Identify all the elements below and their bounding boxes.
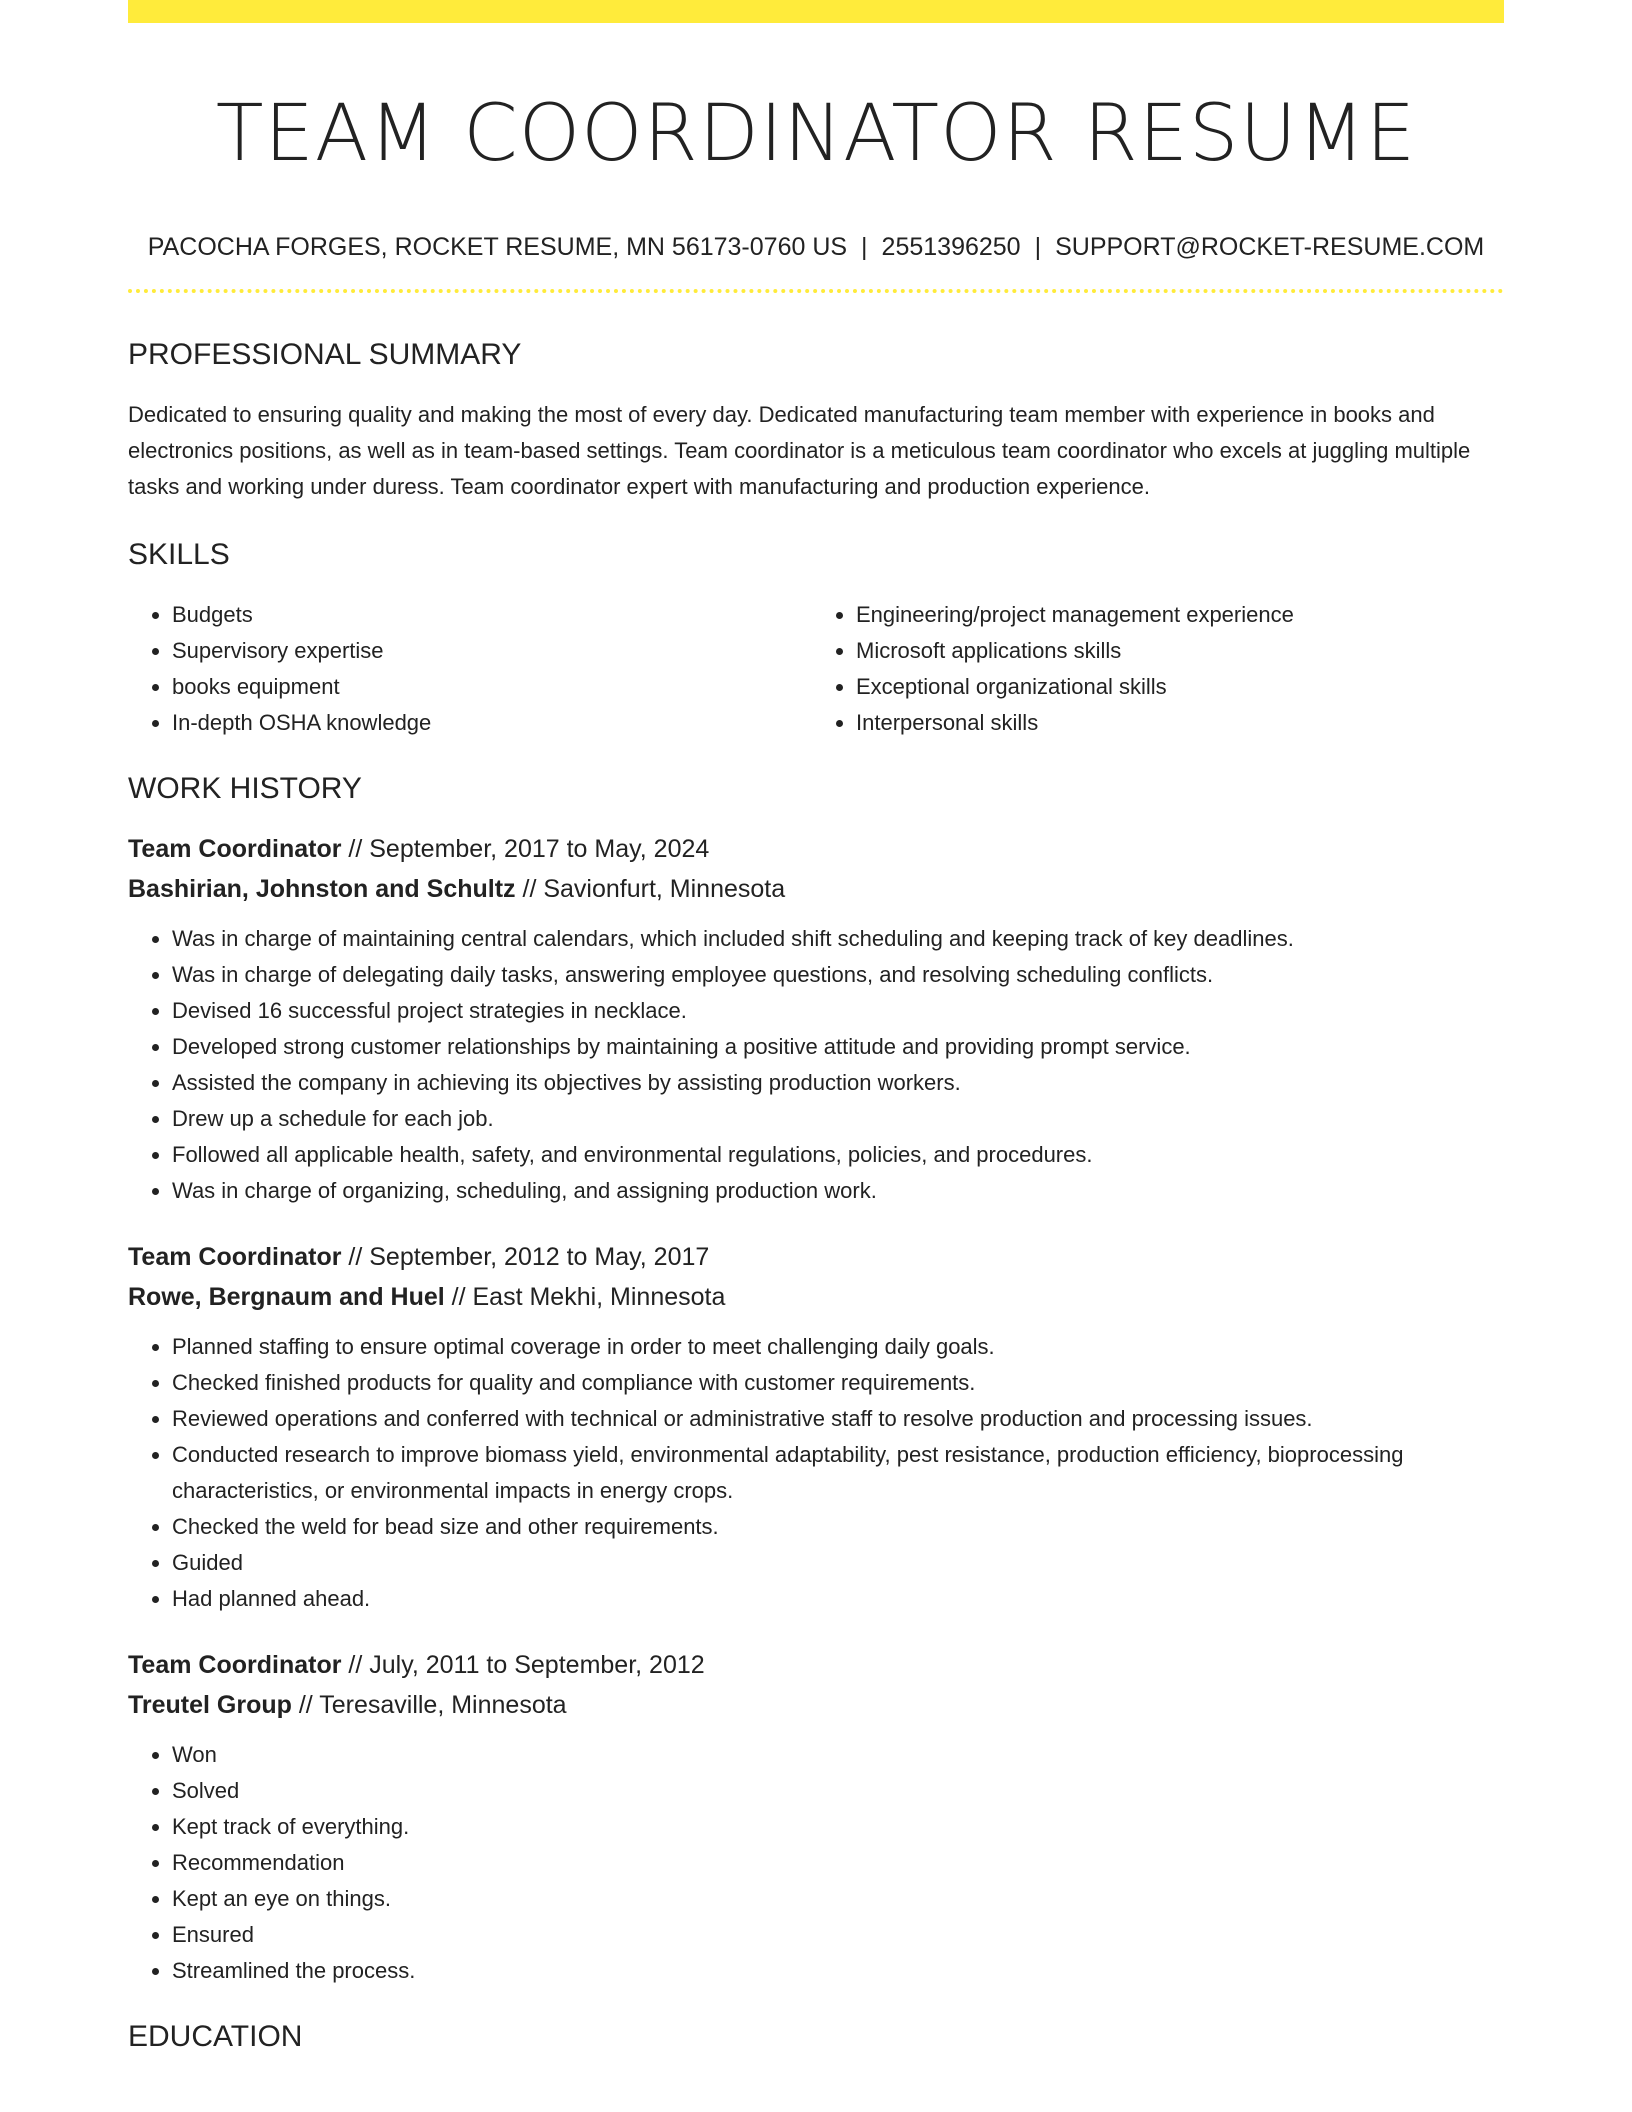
- job-title-line: [128, 829, 1504, 869]
- job-bullet: • Developed strong customer relationships by maintaining a positive attitude and providing prompt service.: [172, 1029, 1504, 1065]
- skill-item: • Exceptional organizational skills: [856, 669, 1490, 705]
- job-bullet: • Devised 16 successful project strategies in necklace.: [172, 993, 1504, 1029]
- work-history-heading: WORK HISTORY: [128, 772, 362, 805]
- job-bullet: • Kept track of everything.: [172, 1809, 1504, 1845]
- contact-separator: |: [861, 233, 868, 261]
- job-company-line: [128, 1277, 1504, 1317]
- job-dates: // September, 2012 to May, 2017: [341, 1243, 710, 1271]
- skill-item: • In-depth OSHA knowledge: [172, 705, 806, 741]
- job-title: Team Coordinator: [128, 835, 342, 863]
- job-title-line: [128, 1237, 1504, 1277]
- job-bullet: • Followed all applicable health, safety, and environmental regulations, policies, and procedures.: [172, 1137, 1504, 1173]
- job-dates: // July, 2011 to September, 2012: [341, 1651, 705, 1679]
- job-bullet: • Planned staffing to ensure optimal coverage in order to meet challenging daily goals.: [172, 1329, 1504, 1365]
- job-bullet: • Ensured: [172, 1917, 1504, 1953]
- summary-heading: PROFESSIONAL SUMMARY: [128, 338, 522, 371]
- skill-item: • Supervisory expertise: [172, 633, 806, 669]
- job-location: // Savionfurt, Minnesota: [515, 875, 786, 903]
- dotted-divider: [128, 289, 1504, 293]
- education-heading: EDUCATION: [128, 2020, 303, 2053]
- contact-address: PACOCHA FORGES, ROCKET RESUME, MN 56173-0760 US: [147, 233, 848, 261]
- skills-list: [128, 597, 1504, 741]
- skill-item: • Microsoft applications skills: [856, 633, 1490, 669]
- skills-column-right: [806, 597, 1490, 741]
- job-bullet: • Conducted research to improve biomass yield, environmental adaptability, pest resistance, production efficiency, bioprocessing characteristics, or environmental impacts in energy crops.: [172, 1437, 1504, 1509]
- job-title-line: [128, 1645, 1504, 1685]
- contact-separator: |: [1034, 233, 1042, 261]
- job-bullets: [128, 1737, 1504, 1989]
- top-accent-bar: [128, 0, 1504, 23]
- job-bullet: • Kept an eye on things.: [172, 1881, 1504, 1917]
- job-bullet: • Was in charge of organizing, scheduling, and assigning production work.: [172, 1173, 1504, 1209]
- job-company: Rowe, Bergnaum and Huel: [128, 1283, 445, 1311]
- job-bullet: • Guided: [172, 1545, 1504, 1581]
- job-title: Team Coordinator: [128, 1651, 342, 1679]
- skill-item: • books equipment: [172, 669, 806, 705]
- skill-item: • Interpersonal skills: [856, 705, 1490, 741]
- job-bullet: • Was in charge of delegating daily tasks, answering employee questions, and resolving scheduling conflicts.: [172, 957, 1504, 993]
- job-bullet: • Had planned ahead.: [172, 1581, 1504, 1617]
- resume-title: TEAM COORDINATOR RESUME: [215, 89, 1417, 179]
- job-location: // Teresaville, Minnesota: [291, 1691, 567, 1719]
- job-company-line: [128, 1685, 1504, 1725]
- job-bullet: • Recommendation: [172, 1845, 1504, 1881]
- job-entry: [128, 1237, 1504, 1617]
- job-dates: // September, 2017 to May, 2024: [341, 835, 710, 863]
- job-bullets: [128, 921, 1504, 1209]
- job-bullet: • Was in charge of maintaining central calendars, which included shift scheduling and keeping track of key deadlines.: [172, 921, 1504, 957]
- job-bullets: [128, 1329, 1504, 1617]
- contact-line: [128, 231, 1504, 263]
- job-location: // East Mekhi, Minnesota: [444, 1283, 726, 1311]
- job-company-line: [128, 869, 1504, 909]
- job-company: Bashirian, Johnston and Schultz: [128, 875, 516, 903]
- job-bullet: • Checked finished products for quality and compliance with customer requirements.: [172, 1365, 1504, 1401]
- skills-column-left: [128, 597, 806, 741]
- summary-text: Dedicated to ensuring quality and making the most of every day. Dedicated manufacturing team member with experience in books and electronics positions, as well as in team-based settings. Team coordinator is a meticulous team coordinator who excels at juggling multiple tasks and working under duress. Team coordinator expert with manufacturing and production experience.: [128, 402, 1471, 499]
- skill-item: • Budgets: [172, 597, 806, 633]
- contact-phone: 2551396250: [881, 233, 1021, 261]
- contact-email: SUPPORT@ROCKET-RESUME.COM: [1055, 233, 1485, 261]
- job-bullet: • Won: [172, 1737, 1504, 1773]
- job-bullet: • Solved: [172, 1773, 1504, 1809]
- job-bullet: • Checked the weld for bead size and other requirements.: [172, 1509, 1504, 1545]
- skill-item: • Engineering/project management experience: [856, 597, 1490, 633]
- job-entry: [128, 1645, 1504, 1989]
- job-title: Team Coordinator: [128, 1243, 342, 1271]
- job-bullet: • Reviewed operations and conferred with technical or administrative staff to resolve production and processing issues.: [172, 1401, 1504, 1437]
- resume-page: [128, 0, 1504, 2057]
- job-company: Treutel Group: [128, 1691, 292, 1719]
- job-bullet: • Streamlined the process.: [172, 1953, 1504, 1989]
- skills-heading: SKILLS: [128, 538, 230, 571]
- job-entry: [128, 829, 1504, 1209]
- job-bullet: • Drew up a schedule for each job.: [172, 1101, 1504, 1137]
- job-bullet: • Assisted the company in achieving its objectives by assisting production workers.: [172, 1065, 1504, 1101]
